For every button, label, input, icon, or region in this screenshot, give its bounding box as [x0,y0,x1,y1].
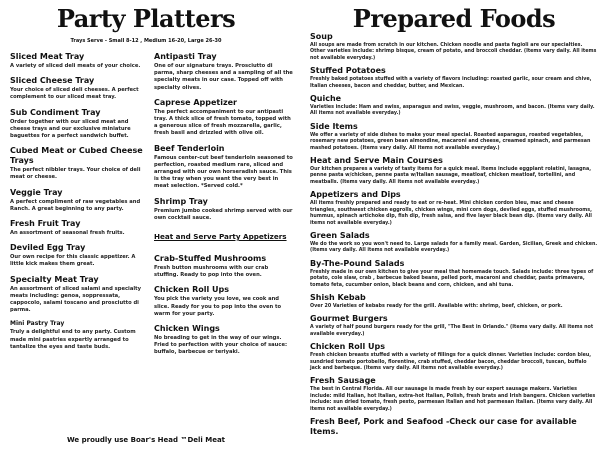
platters-subcolumn-2 [154,52,294,363]
menu-item-description: Fresh button mushrooms with our crab stuffing. Ready to pop into the oven. [154,265,269,279]
menu-item-name: Veggie Tray [10,187,63,197]
platters-subcolumn-1 [10,52,150,357]
menu-item-description: Order together with our sliced meat and cheese trays and our exclusive miniature baguettes for a perfect sandwich buffet. [10,118,131,140]
menu-item [310,342,598,372]
menu-item [10,76,150,101]
fresh-beef-pork-seafood-line: Fresh Beef, Pork and Seafood -Check our case for available Items. [310,417,577,436]
menu-item-description: Our kitchen prepares a variety of tasty items for a quick meal. Items include eggplant rolatini, lasagna, penne pasta w/chicken, penne pasta w/Italian sausage, meatloaf, chicken meatloaf, tortellini, and meatballs. (Items vary daily. All items not available everyday.) [310,167,592,185]
menu-item-description: The perfect nibbler trays. Your choice of deli meat or cheese. [10,167,141,181]
menu-item-name: Gourmet Burgers [310,314,388,324]
menu-item-description: We offer a variety of side dishes to make your meal special. Roasted asparagus, roasted vegetables, rosemary new potatoes, green bean almondine, macaroni and cheese, creamed spinach, and parmesan mashed potatoes. (Items vary daily. All items not available everyday.) [310,132,591,151]
menu-item-description: Fresh chicken breasts stuffed with a variety of fillings for a quick dinner. Varieties include: cordon bleu, sundried tomato portobello, florentine, crab stuffed, cheddar bacon, cheddar broccoli, tuscan, buffalo jack and barbeque. (Items vary daily. All items not available everyday.) [310,353,592,371]
menu-item-description: You pick the variety you love, we cook and slice. Ready for you to pop into the oven to warm for your party. [154,296,282,317]
menu-item [310,156,598,186]
prepared-foods-list [310,32,598,437]
boars-head-footer: We proudly use Boar's Head ™Deli Meat [66,436,226,444]
menu-item-description: Premium jumbo cooked shrimp served with our own cocktail sauce. [154,207,293,221]
menu-item-description: Freshly baked potatoes stuffed with a variety of flavors including: roasted garlic, sour cream and chive, Italian cheeses, bacon and cheddar, butter, and Mexican. [310,77,592,89]
menu-item-name: Deviled Egg Tray [10,243,86,253]
menu-item-name: Cubed Meat or Cubed Cheese Trays [10,146,143,166]
menu-item-name: Chicken Roll Ups [310,342,385,352]
menu-item-name: Shish Kebab [310,292,366,302]
menu-item-description: A variety of half pound burgers ready for the grill, "The Best in Orlando." (Items vary daily. All items not available everyday.) [310,325,594,337]
menu-item-name: Chicken Roll Ups [154,285,229,295]
menu-item-description: An assortment of seasonal fresh fruits. [10,230,125,237]
menu-item-description: Truly a delightful end to any party. Custom made mini pastries expertly arranged to tantalize the eyes and taste buds. [10,329,136,350]
menu-item-description: A perfect compliment of raw vegetables and Ranch. A great beginning to any party. [10,198,141,212]
menu-item [310,94,598,118]
menu-item-name: Fresh Fruit Tray [10,219,81,229]
menu-item [310,190,598,227]
menu-item-name: Chicken Wings [154,324,220,334]
menu-item [310,231,598,255]
menu-item-description: Freshly made in our own kitchen to give your meal that homemade touch. Salads include: three types of potato, cole slaw, crab , barbecue baked beans, pelled pork, macaroni and cheddar, pasta primavera, tomato feta, cucumber onion, black beans and corn, chicken, and ahi tuna. [310,269,594,288]
menu-item-description: Over 20 Varieties of kebabs ready for the grill. Available with: shrimp, beef, chicken, or pork. [310,303,563,309]
menu-item-name: Shrimp Tray [154,196,208,206]
menu-item [154,144,294,191]
menu-item [10,219,150,237]
menu-item [10,275,150,315]
menu-item-description: No breading to get in the way of our wings. Fried to perfection with your choice of sauce: buffalo, barbecue or teriyaki. [154,335,288,356]
menu-item [10,320,150,351]
menu-item [10,188,150,213]
heat-serve-heading: Heat and Serve Party Appetizers [154,232,287,242]
menu-item-description: Varieties include: Ham and swiss, asparagus and swiss, veggie, mushroom, and bacon. (Items vary daily. All items not available everyday.) [310,105,595,117]
menu-item-name: Appetizers and Dips [310,190,401,200]
menu-item-name: Specialty Meat Tray [10,274,99,284]
menu-item-description: Famous center-cut beef tenderloin seasoned to perfection, roasted medium rare, sliced and arranged with our own horseradish sauce. This is the tray when you want the very best in meat selection. *Served cold.* [154,154,293,190]
menu-item [154,324,294,357]
menu-item-description: Our own recipe for this classic appetizer. A little kick makes them great. [10,254,136,268]
menu-item [154,52,294,92]
menu-item [10,108,150,141]
party-platters-title: Party Platters [56,4,236,33]
menu-item-description: The perfect accompaniment to our antipasti tray. A thick slice of fresh tomato, topped with a generous slice of fresh mozzarella, garlic, fresh basil and drizzled with olive oil. [154,108,291,137]
menu-item-name: Beef Tenderloin [154,143,225,153]
menu-item [10,146,150,181]
menu-item-name: Sub Condiment Tray [10,107,101,117]
menu-item-name: Sliced Meat Tray [10,52,85,61]
menu-item-name: Quiche [310,94,342,104]
menu-item [154,285,294,318]
menu-item-description: All soups are made from scratch in our kitchen. Chicken noodle and pasta fagioli are our specialties. Other varieties include: shrimp bisque, cream of potato, and broccoli cheddar. (Items vary daily. All items not available everyday.) [310,43,597,61]
menu-item-description: Your choice of sliced deli cheeses. A perfect complement to our sliced meat tray. [10,87,139,101]
menu-item-description: We do the work so you won't need to. Large salads for a family meal. Garden, Sicilian, Greek and chicken. (Items vary daily. All items not available everyday.) [310,241,598,254]
menu-item [154,197,294,222]
prepared-foods-title: Prepared Foods [352,4,556,33]
menu-item-name: Crab-Stuffed Mushrooms [154,254,267,264]
menu-item [310,32,598,62]
menu-item-name: Green Salads [310,230,370,240]
menu-item [310,376,598,413]
menu-item [310,122,598,152]
menu-item-name: Sliced Cheese Tray [10,76,95,86]
menu-item-description: All items freshly prepared and ready to eat or re-heat. Mini chicken cordon bleu, mac and cheese triangles, southwest chicken eggrolls, chicken wings, mini corn dogs, deviled eggs, stuffed mushrooms, hummus, spinach artichoke dip, fish dip, fresh salsa, and five layer black bean dip. (Items vary daily. All items not available everyday.) [310,201,592,226]
menu-item [310,259,598,289]
menu-item [154,98,294,138]
menu-item [154,254,294,279]
menu-item [10,52,150,70]
menu-item-name: Antipasti Tray [154,52,217,61]
menu-item-name: Side Items [310,121,358,131]
menu-item-name: Fresh Sausage [310,376,376,386]
menu-item-description: The best in Central Florida. All our sausage is made fresh by our expert sausage makers. Varieties include: mild Italian, hot Italian, extra-hot Italian, Polish, fresh brats and Irish bangers. Chicken varieties include: sun dried tomato, fresh pesto, parmesan Italian and hot parmesan Italian. (Items vary daily. All items not available everyday.) [310,387,596,412]
menu-item-name: Stuffed Potatoes [310,66,386,76]
menu-item-description: An assortment of sliced salami and specialty meats including: genoa, soppressata, cappocolo, salami toscano and prosciutto di parma. [10,285,141,314]
menu-item-description: A variety of sliced deli meats of your choice. [10,63,141,69]
menu-item-name: Mini Pastry Tray [10,320,65,328]
menu-item-name: By-The-Pound Salads [310,258,405,268]
menu-item-name: Heat and Serve Main Courses [310,156,443,166]
menu-item-name: Soup [310,32,333,41]
menu-item [310,66,598,90]
tray-serve-note: Trays Serve - Small 8-12 , Medium 16-20, Large 26-30 [70,38,222,44]
menu-item [10,243,150,268]
menu-item [310,314,598,338]
menu-item-name: Caprese Appetizer [154,97,238,107]
menu-item [310,293,598,310]
menu-item-description: One of our signature trays. Prosciutto di parma, sharp cheeses and a sampling of all the specialty meats in our case. Topped off with specialty olives. [154,63,293,91]
